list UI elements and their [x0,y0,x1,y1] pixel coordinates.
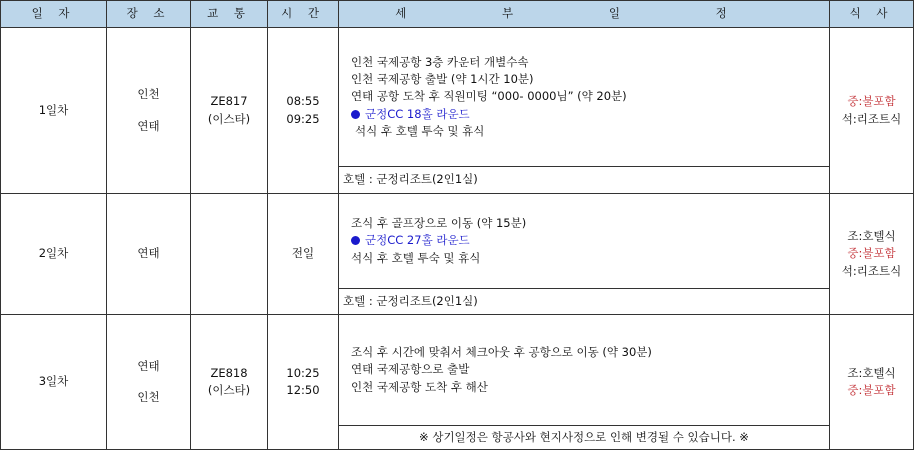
header-detail: 세 부 일 정 [339,1,830,28]
header-transport: 교 통 [191,1,268,28]
detail-line: 조식 후 골프장으로 이동 (약 15분) [351,216,527,231]
header-place: 장 소 [107,1,191,28]
day-cell: 1일차 [1,28,107,194]
bullet-dot-icon [351,236,360,245]
header-row [1,1,914,28]
detail-line: 석식 후 호텔 투숙 및 휴식 [355,123,485,138]
place-item: 인천 [137,390,160,404]
header-meal: 식 사 [830,1,914,28]
meal-cell [830,315,914,450]
place-cell [107,28,191,194]
detail-line: 인천 국제공항 3층 카운터 개별수속 [351,54,529,69]
time-item: 10:25 [286,365,320,380]
time-cell [268,28,339,194]
time-cell: 전일 [268,194,339,315]
hotel-cell: 호텔 : 군정리조트(2인1실) [339,289,830,315]
detail-line: 연태 공항 도착 후 직원미팅 “000- 0000님” (약 20분) [351,89,627,104]
time-item: 09:25 [286,111,320,126]
notice-cell: ※ 상기일정은 항공사와 현지사정으로 인해 변경될 수 있습니다. ※ [339,426,830,450]
day-cell: 2일차 [1,194,107,315]
detail-cell [339,194,830,289]
table-row [1,315,914,426]
transport-cell [191,194,268,315]
place-item: 인천 [137,87,160,102]
detail-line: 석식 후 호텔 투숙 및 휴식 [351,250,481,265]
table-row [1,194,914,289]
golf-round-text: 군정CC 27홀 라운드 [365,233,470,248]
meal-item: 석:리조트식 [841,263,902,278]
meal-item: 조:호텔식 [847,365,896,380]
time-item: 12:50 [286,383,320,397]
meal-item: 조:호텔식 [847,229,896,244]
meal-item: 중:불포함 [847,383,896,397]
detail-cell [339,28,830,167]
golf-round-line [351,106,829,123]
detail-line: 연태 국제공항으로 출발 [351,362,470,377]
place-cell [107,315,191,450]
header-day: 일 자 [1,1,107,28]
detail-cell [339,315,830,426]
table-row [1,28,914,167]
golf-round-text: 군정CC 18홀 라운드 [365,106,470,121]
meal-cell [830,28,914,194]
header-time: 시 간 [268,1,339,28]
day-cell: 3일차 [1,315,107,450]
transport-cell [191,315,268,450]
meal-item: 석:리조트식 [841,111,902,126]
time-cell [268,315,339,450]
time-item: 08:55 [286,94,320,109]
transport-cell [191,28,268,194]
golf-round-line [351,232,829,249]
detail-line: 인천 국제공항 도착 후 해산 [351,379,488,394]
detail-line: 조식 후 시간에 맞춰서 체크아웃 후 공항으로 이동 (약 30분) [351,345,652,360]
place-item: 연태 [137,358,160,373]
flight-number: ZE817 [210,94,248,109]
detail-line: 인천 국제공항 출발 (약 1시간 10분) [351,72,534,87]
airline: (이스타) [207,383,251,397]
hotel-cell: 호텔 : 군정리조트(2인1실) [339,167,830,194]
airline: (이스타) [207,111,251,126]
place-cell: 연태 [107,194,191,315]
meal-cell [830,194,914,315]
place-item: 연태 [137,118,160,133]
meal-item: 중:불포함 [847,94,896,109]
meal-item: 중:불포함 [847,246,896,261]
bullet-dot-icon [351,110,360,119]
flight-number: ZE818 [210,365,248,380]
